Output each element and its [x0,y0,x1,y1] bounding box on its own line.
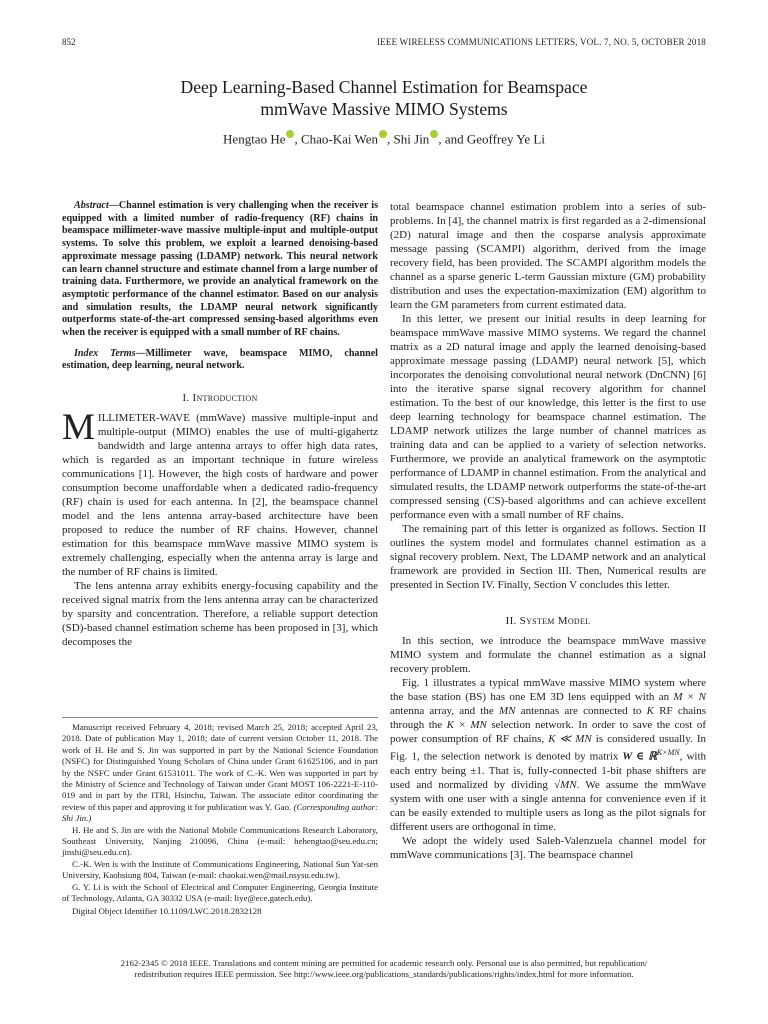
math: W ∈ ℝ [622,750,657,763]
section-heading-system-model [390,614,706,628]
paragraph-text: ILLIMETER-WAVE (mmWave) massive multiple-input and multiple-output (MIMO) enables the use of multi-gigahertz bandwidth and large antenna arrays to offer high data rates, which is regarded as an important technique in future wireless communications [1]. However, the high costs of hardware and power consumption become unaffordable when a dedicated radio-frequency (RF) chain is used for each antenna. In [2], the beamspace channel model and the lens antenna array-based architecture have been proposed to reduce the number of RF chains. However, channel estimation for this beamspace mmWave massive MIMO system is extremely challenging, especially when the antenna array is large and the number of RF chains is limited. [62,412,378,579]
right-column [390,200,706,862]
title-block [62,76,706,147]
footnote-text: Manuscript received February 4, 2018; revised March 25, 2018; accepted April 23, 2018. Date of publication May 1, 2018; date of current version October 11, 2018. The work of H. He and S. Jin was supported in part by the National Science Foundation (NSFC) for Distinguished Young Scholars of China under Grant 61625106, and in part by the NSFC under Grant 61531011. The work of C.-K. Wen was supported in part by the Ministry of Science and Technology of Taiwan under Grant MOST 106-2221-E-110-019 and in part by the ITRI, Hsinchu, Taiwan. The associate editor coordinating the review of this paper and approving it for publication was Y. Gao. [62,722,378,812]
author-1: Hengtao He [223,131,286,147]
footnote-affiliation: C.-K. Wen is with the Institute of Communications Engineering, National Sun Yat-sen University, Kaohsiung 804, Taiwan (e-mail: chaokai.wen@mail.nsysu.edu.tw). [62,858,378,881]
copyright-line-2: redistribution requires IEEE permission. See http://www.ieee.org/publications_standards/publications/rights/index.html for more information. [134,969,634,979]
running-head: IEEE WIRELESS COMMUNICATIONS LETTERS, VOL. 7, NO. 5, OCTOBER 2018 [376,37,706,47]
abstract-label: Abstract [74,200,109,211]
math: K ≪ MN [548,733,592,745]
text-run: is considered usually. In Fig. 1, the selection network is denoted by matrix [390,733,706,763]
page-number: 852 [62,37,76,47]
paragraph: We adopt the widely used Saleh-Valenzuela channel model for mmWave communications [3]. The beamspace channel [390,834,706,861]
corresponding-author: (Corresponding author: Shi Jin.) [62,801,379,824]
text-run: antennas are connected to [515,705,647,717]
title-line-1: Deep Learning-Based Channel Estimation for Beamspace [180,77,588,97]
text-run: selection network. In order to save the cost of power consumption of RF chains, [390,719,706,745]
author-list [62,130,706,147]
text-run: antenna array, and the [390,705,500,717]
paper-title [62,76,706,120]
section-heading-introduction [62,391,378,405]
index-terms-label: Index Terms [74,347,136,359]
doi[interactable]: Digital Object Identifier 10.1109/LWC.2018.2832128 [72,905,262,916]
text-run: , with each entry being ±1. That is, fully-connected 1-bit phase shifters are used and normalized by dividing [390,750,706,791]
drop-cap: M [62,407,95,449]
section-title: System Model [519,615,591,627]
title-line-2: mmWave Massive MIMO Systems [260,99,508,119]
math: K [646,705,654,717]
math-superscript: K×MN [656,748,680,757]
section-numeral: II. [505,615,520,627]
paragraph: total beamspace channel estimation problem into a series of sub-problems. In [4], the channel matrix is first regarded as a 2-dimensional (2D) natural image and then the cosparse analysis approximate message passing (SCAMPI) algorithm, derived from the image recovery field, has been provided. The SCAMPI algorithm models the channel as a sparse generic L-term Gaussian mixture (GM) probability distribution and uses the expectation-maximization (EM) algorithm to learn the GM parameters from current estimated data. [390,201,706,311]
author-3: , Shi Jin [387,131,430,147]
paragraph: The lens antenna array exhibits energy-focusing capability and the received signal matrix from the lens antenna array can be characterized by sparsity and concentration. Therefore, a reliable support detection (SD)-based channel estimation scheme has been proposed in [3], which decomposes the [62,580,378,649]
footnote-manuscript [62,722,378,825]
abstract-text: —Channel estimation is very challenging when the receiver is equipped with a limited number of radio-frequency (RF) chains in beamspace millimeter-wave massive multiple-input and multiple-output systems. To solve this problem, we exploit a learned denoising-based approximate message passing (LDAMP) network. This neural network can learn channel structure and estimate channel from a large number of training data. Furthermore, we provide an analytical framework on the asymptotic performance of the channel estimator. Based on our analysis and simulation results, the LDAMP neural network significantly outperforms state-of-the-art compressed sensing-based algorithms even when the receiver is equipped with a small number of RF chains. [62,200,378,339]
text-run: . We assume the mmWave system with one user with a single antenna for convenience even if it can be easily extended to multiple users as long as the pilot signals for different users are orthogonal in time. [390,778,706,833]
text-run: RF chains through the [390,705,706,731]
paragraph [390,676,706,834]
paragraph: The remaining part of this letter is organized as follows. Section II outlines the system model and formulates channel estimation as a signal recovery problem. Next, The LDAMP network and an analytical framework are provided in Section III. Then, Numerical results are presented in Section IV. Finally, Section V concludes this letter. [390,523,706,591]
index-terms [62,348,378,373]
author-4: , and Geoffrey Ye Li [438,131,545,147]
text-run: Fig. 1 illustrates a typical mmWave massive MIMO system where the base station (BS) has one EM 3D lens equipped with an [390,677,706,703]
author-2: , Chao-Kai Wen [294,131,379,147]
math: K × MN [446,719,487,731]
copyright-notice [62,958,706,980]
paragraph [62,407,378,579]
footnote-affiliation: G. Y. Li is with the School of Electrical and Computer Engineering, Georgia Institute of Technology, Atlanta, GA 30332 USA (e-mail: liye@ece.gatech.edu). [62,881,378,904]
abstract [62,200,378,340]
section-numeral: I. [182,392,193,405]
math: MN [499,705,516,717]
index-terms-text: —Millimeter wave, beamspace MIMO, channel estimation, deep learning, neural network. [62,347,378,372]
paragraph: In this letter, we present our initial results in deep learning for beamspace mmWave massive MIMO systems. We regard the channel matrix as a 2D natural image and apply the learned denoising-based approximate message passing (LDAMP) neural network [5], which incorporates the denoising convolutional neural network (DnCNN) [6] into the iterative sparse signal recovery algorithm for channel estimation. To the best of our knowledge, this letter is the first to use deep learning technology for beamspace channel estimation. The LDAMP network utilizes the large number of channel matrices as training data and can be applied to a variety of selection networks. Furthermore, we provide an analytical framework on the asymptotic performance of LDAMP in channel estimation. From the analytical and simulated results, the LDAMP network outperforms the state-of-the-art compressed sensing (CS)-based algorithms and can achieve excellent performance even with a small number of RF chains. [390,313,706,521]
copyright-line-1: 2162-2345 © 2018 IEEE. Translations and content mining are permitted for academic research only. Personal use is also permitted, but republication/ [120,958,648,968]
math: M × N [673,691,706,703]
orcid-icon[interactable] [379,130,387,138]
left-column [62,200,378,649]
footnotes [62,717,378,917]
section-title: Introduction [192,392,258,405]
footnote-affiliation: H. He and S. Jin are with the National Mobile Communications Research Laboratory, Southeast University, Nanjing 210096, China (e-mail: hehengtao@seu.edu.cn; jinshi@seu.edu.cn). [62,824,378,858]
paragraph: In this section, we introduce the beamspace mmWave massive MIMO system and formulate the channel estimation as a signal recovery problem. [390,635,706,675]
math: √MN [554,778,577,791]
